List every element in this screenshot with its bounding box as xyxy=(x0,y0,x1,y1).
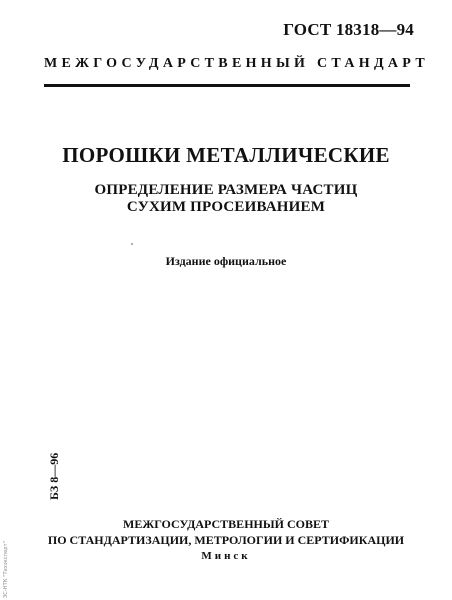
standard-type: МЕЖГОСУДАРСТВЕННЫЙ СТАНДАРТ xyxy=(44,56,429,71)
subtitle-line-1: ОПРЕДЕЛЕНИЕ РАЗМЕРА ЧАСТИЦ xyxy=(94,182,358,198)
print-speck xyxy=(131,243,133,245)
gost-number: ГОСТ 18318—94 xyxy=(283,20,414,39)
publisher-city: Минск xyxy=(201,550,251,562)
publisher-line-2: ПО СТАНДАРТИЗАЦИИ, МЕТРОЛОГИИ И СЕРТИФИКАЦИИ xyxy=(47,533,405,547)
subtitle-line-2: СУХИМ ПРОСЕИВАНИЕМ xyxy=(126,199,326,215)
document-title: ПОРОШКИ МЕТАЛЛИЧЕСКИЕ xyxy=(62,143,390,167)
publisher-line-1: МЕЖГОСУДАРСТВЕННЫЙ СОВЕТ xyxy=(123,517,329,531)
edition-label: Издание официальное xyxy=(165,254,287,268)
header-divider xyxy=(44,84,410,87)
document-subtitle xyxy=(0,182,452,216)
watermark: ЗС-НТК "Техэксперт" xyxy=(3,541,9,598)
side-catalog-code: БЗ 8—96 xyxy=(47,452,61,500)
publisher-block xyxy=(0,516,452,564)
